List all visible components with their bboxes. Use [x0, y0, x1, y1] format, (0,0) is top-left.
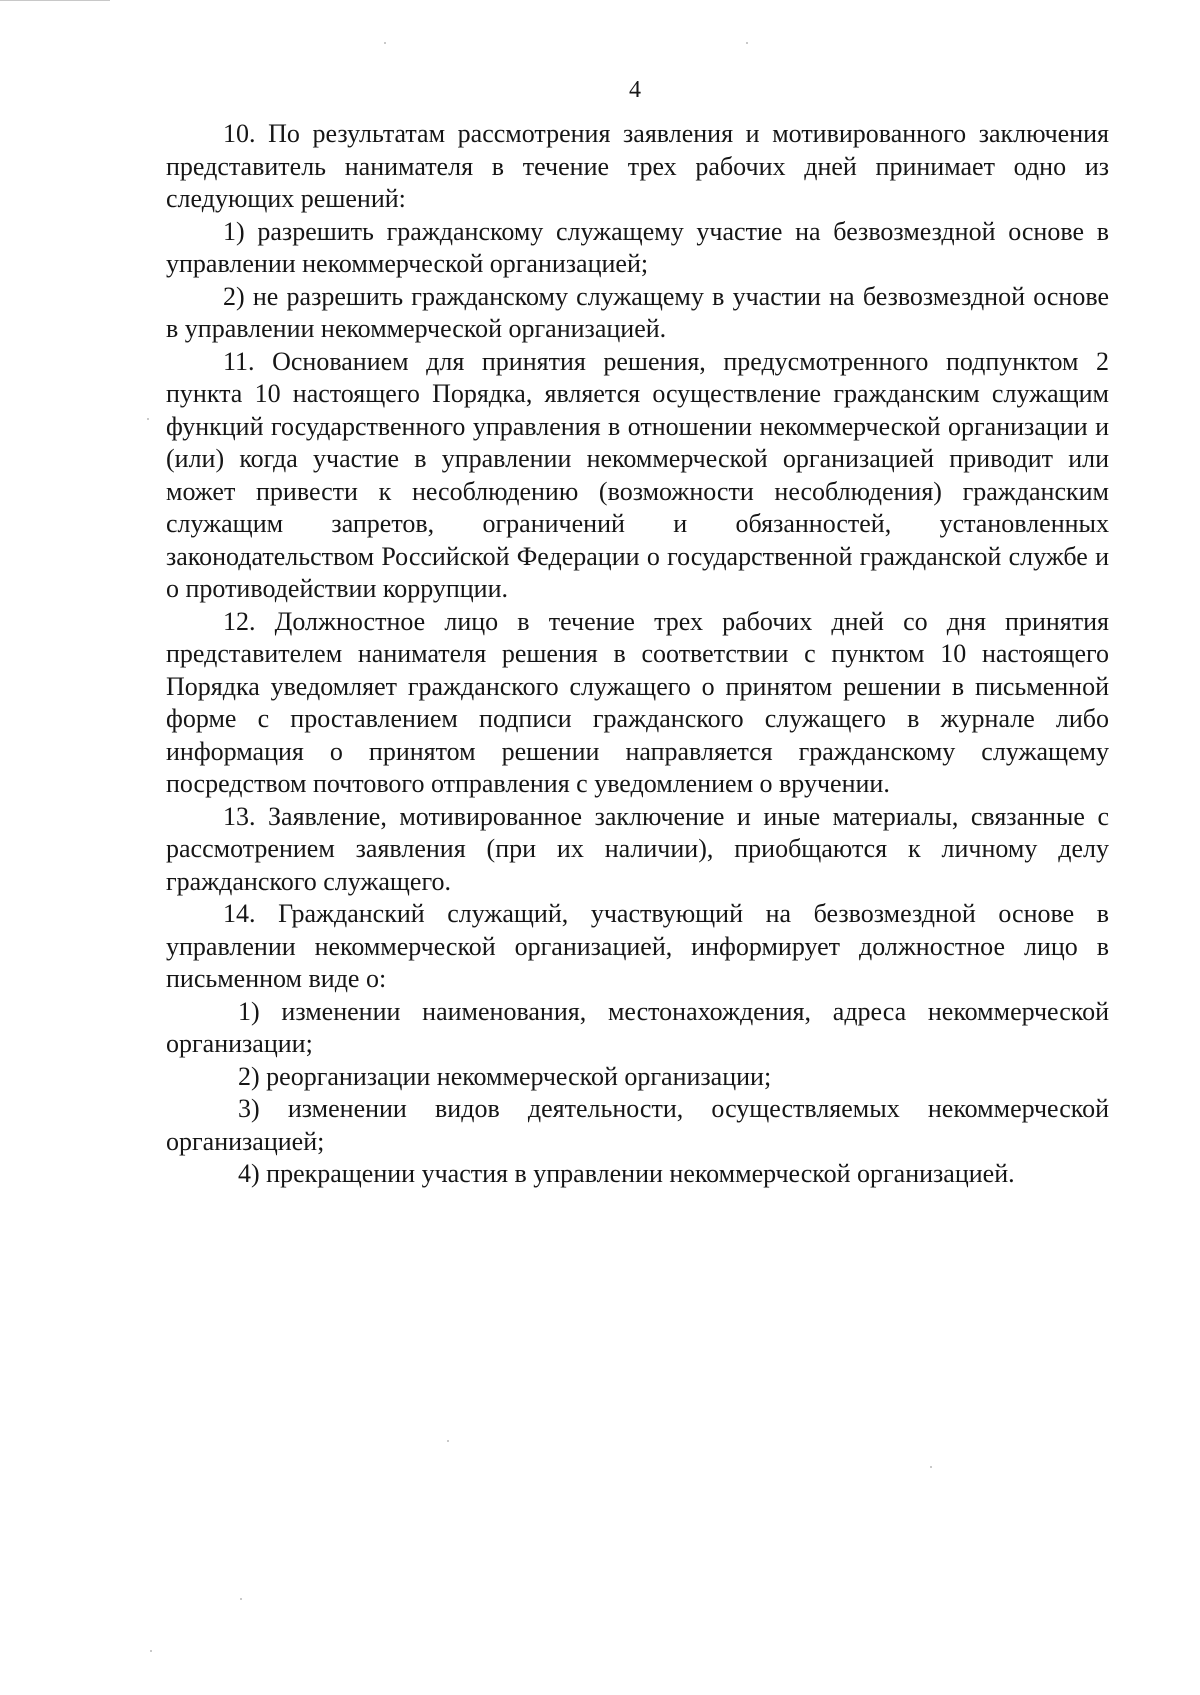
page-number: 4: [629, 77, 641, 103]
list-item-10-2: 2) не разрешить гражданскому служащему в участии на безвозмездной основе в управлении некоммерческой организацией.: [166, 281, 1109, 343]
list-item-10-1: 1) разрешить гражданскому служащему участие на безвозмездной основе в управлении некоммерческой организацией;: [166, 216, 1109, 278]
scan-speck: [240, 1598, 242, 1600]
paragraph-13: 13. Заявление, мотивированное заключение и иные материалы, связанные с рассмотрением заявления (при их наличии), приобщаются к личному делу гражданского служащего.: [166, 801, 1109, 896]
list-item-14-3: 3) изменении видов деятельности, осуществляемых некоммерческой организацией;: [166, 1094, 1109, 1156]
scan-speck: [147, 418, 149, 420]
paragraph-14: 14. Гражданский служащий, участвующий на безвозмездной основе в управлении некоммерческой организацией, информирует должностное лицо в письменном виде о:: [166, 899, 1109, 993]
paragraph-10: 10. По результатам рассмотрения заявления и мотивированного заключения представитель нанимателя в течение трех рабочих дней принимает одно из следующих решений:: [166, 119, 1109, 213]
scan-speck: [447, 1440, 449, 1442]
scan-corner-mark: [0, 0, 110, 4]
document-body: [166, 118, 1109, 1191]
paragraph-11: 11. Основанием для принятия решения, предусмотренного подпунктом 2 пункта 10 настоящего Порядка, является осуществление гражданским служащим функций государственного управления в отношении некоммерческой организации и (или) когда участие в управлении некоммерческой организацией приводит или может привести к несоблюдению (возможности несоблюдения) гражданским служащим запретов, ограничений и обязанностей, установленных законодательством Российской Федерации о государственной гражданской службе и о противодействии коррупции.: [166, 346, 1109, 603]
list-item-14-1: 1) изменении наименования, местонахождения, адреса некоммерческой организации;: [166, 996, 1109, 1058]
paragraph-12: 12. Должностное лицо в течение трех рабочих дней со дня принятия представителем нанимателя решения в соответствии с пунктом 10 настоящего Порядка уведомляет гражданского служащего о принятом решении в письменной форме с проставлением подписи гражданского служащего в журнале либо информация о принятом решении направляется гражданскому служащему посредством почтового отправления с уведомлением о вручении.: [166, 606, 1109, 798]
scan-speck: [150, 1650, 152, 1652]
scan-speck: [384, 42, 386, 44]
list-item-14-2: 2) реорганизации некоммерческой организации;: [238, 1061, 772, 1091]
scan-speck: [930, 1466, 932, 1468]
list-item-14-4: 4) прекращении участия в управлении некоммерческой организацией.: [238, 1159, 1015, 1188]
scan-speck: [746, 42, 748, 44]
